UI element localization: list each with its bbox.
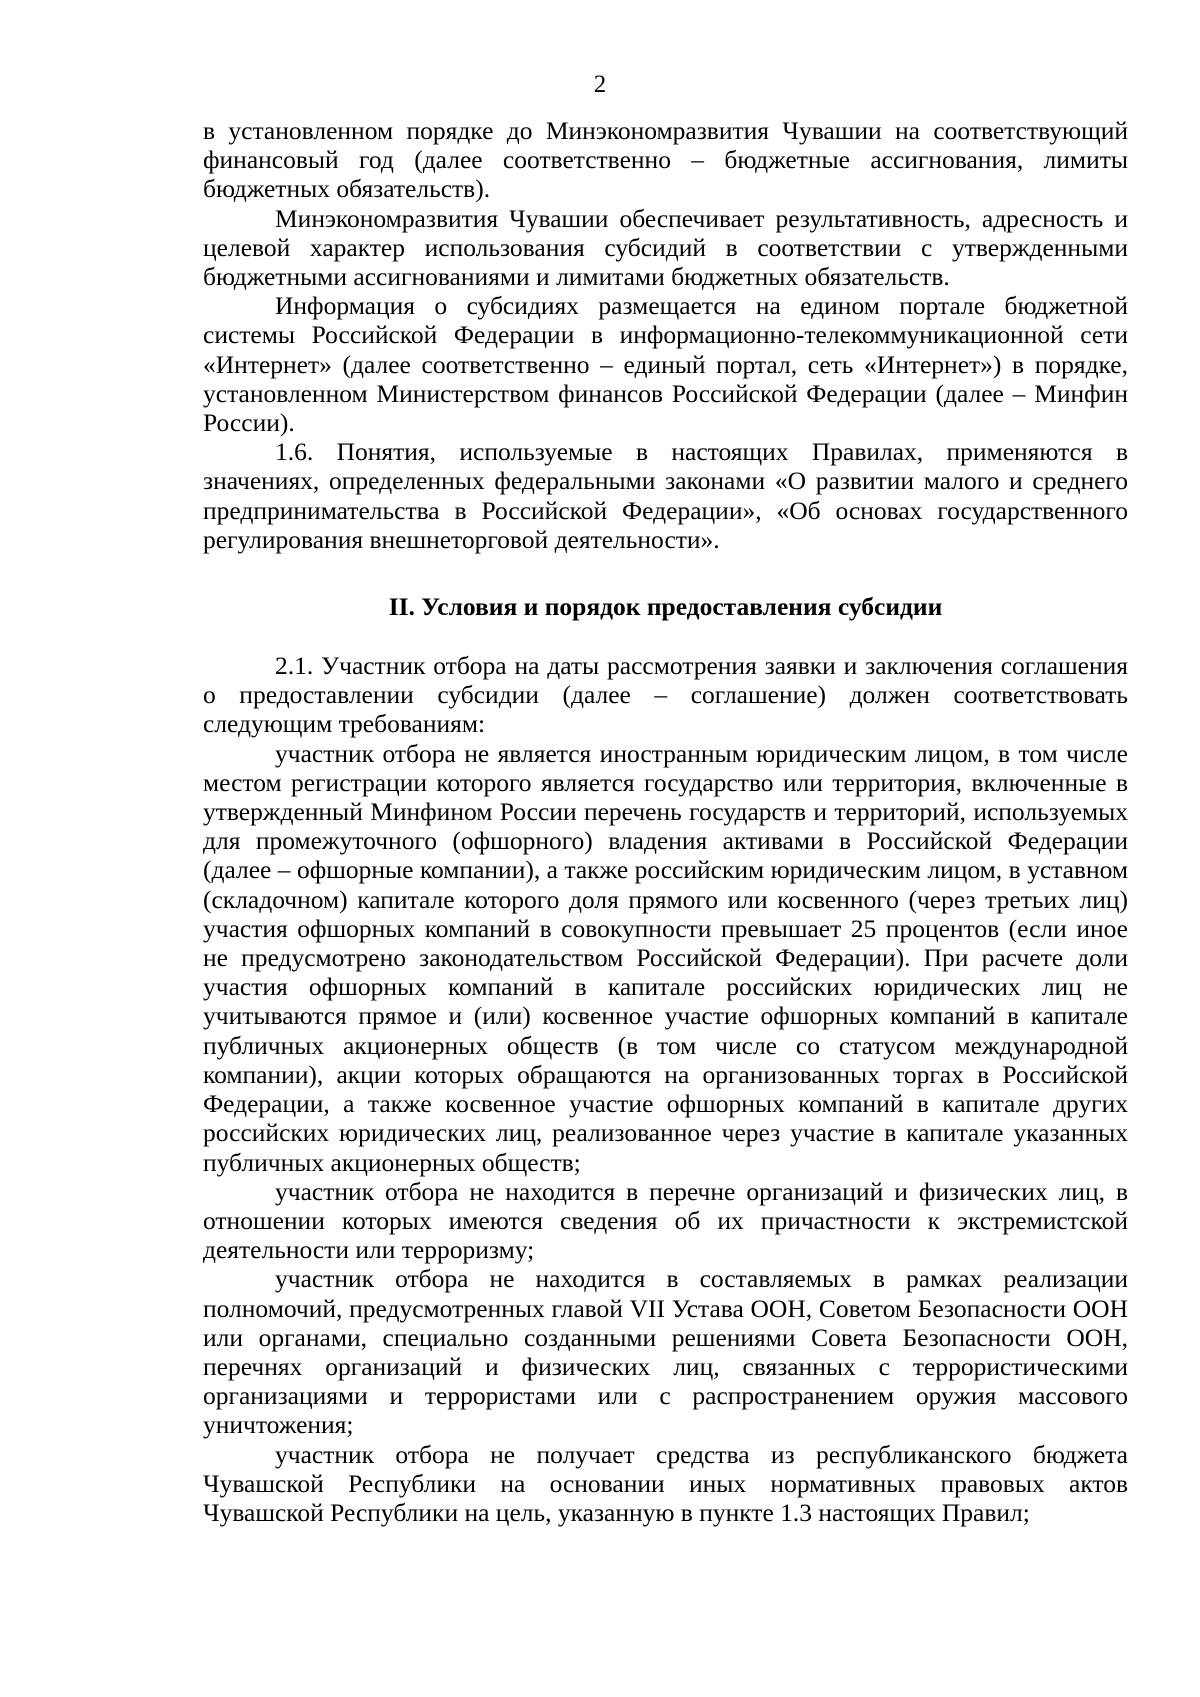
page-number: 2 (593, 71, 607, 98)
paragraph: участник отбора не получает средства из республиканского бюджета Чувашской Республики на основании иных нормативных правовых актов Чувашской Республики на цель, указанную в пункте 1.3 настоящих Правил; (203, 1439, 1128, 1527)
paragraph: участник отбора не находится в перечне организаций и физических лиц, в отношении которых имеются сведения об их причастности к экстремистской деятельности или терроризму; (203, 1176, 1128, 1265)
paragraph: 1.6. Понятия, используемые в настоящих Правилах, применяются в значениях, определенных федеральными законами «О развитии малого и среднего предпринимательства в Российской Федерации», «Об основах государственного регулирования внешнеторговой деятельности». (203, 437, 1128, 554)
paragraph: в установленном порядке до Минэкономразвития Чувашии на соответствующий финансовый год (далее соответственно – бюджетные ассигнования, лимиты бюджетных обязательств). (203, 116, 1128, 204)
paragraph: Информация о субсидиях размещается на едином портале бюджетной системы Российской Федерации в информационно-телекоммуникационной сети «Интернет» (далее соответственно – единый портал, сеть «Интернет») в порядке, установленном Министерством финансов Российской Федерации (далее – Минфин России). (203, 291, 1128, 438)
paragraph: Минэкономразвития Чувашии обеспечивает результативность, адресность и целевой характер использования субсидий в соответствии с утвержденными бюджетными ассигнованиями и лимитами бюджетных обязательств. (203, 203, 1128, 292)
paragraph: участник отбора не находится в составляемых в рамках реализации полномочий, предусмотренных главой VII Устава ООН, Советом Безопасности ООН или органами, специально созданными решениями Совета Безопасности ООН, перечнях организаций и физических лиц, связанных с террористическими организациями и террористами или с распространением оружия массового уничтожения; (203, 1264, 1128, 1440)
section-heading: II. Условия и порядок предоставления субсидии (388, 592, 943, 622)
paragraph: 2.1. Участник отбора на даты рассмотрения заявки и заключения соглашения о предоставлении субсидии (далее – соглашение) должен соответствовать следующим требованиям: (203, 651, 1128, 739)
paragraph: участник отбора не является иностранным юридическим лицом, в том числе местом регистрации которого является государство или территория, включенные в утвержденный Минфином России перечень государств и территорий, используемых для промежуточного (офшорного) владения активами в Российской Федерации (далее – офшорные компании), а также российским юридическим лицом, в уставном (складочном) капитале которого доля прямого или косвенного (через третьих лиц) участия офшорных компаний в совокупности превышает 25 процентов (если иное не предусмотрено законодательством Российской Федерации). При расчете доли участия офшорных компаний в капитале российских юридических лиц не учитываются прямое и (или) косвенное участие офшорных компаний в капитале публичных акционерных обществ (в том числе со статусом международной компании), акции которых обращаются на организованных торгах в Российской Федерации, а также косвенное участие офшорных компаний в капитале других российских юридических лиц, реализованное через участие в капитале указанных публичных акционерных обществ; (203, 738, 1128, 1177)
document-body (203, 116, 1128, 1527)
